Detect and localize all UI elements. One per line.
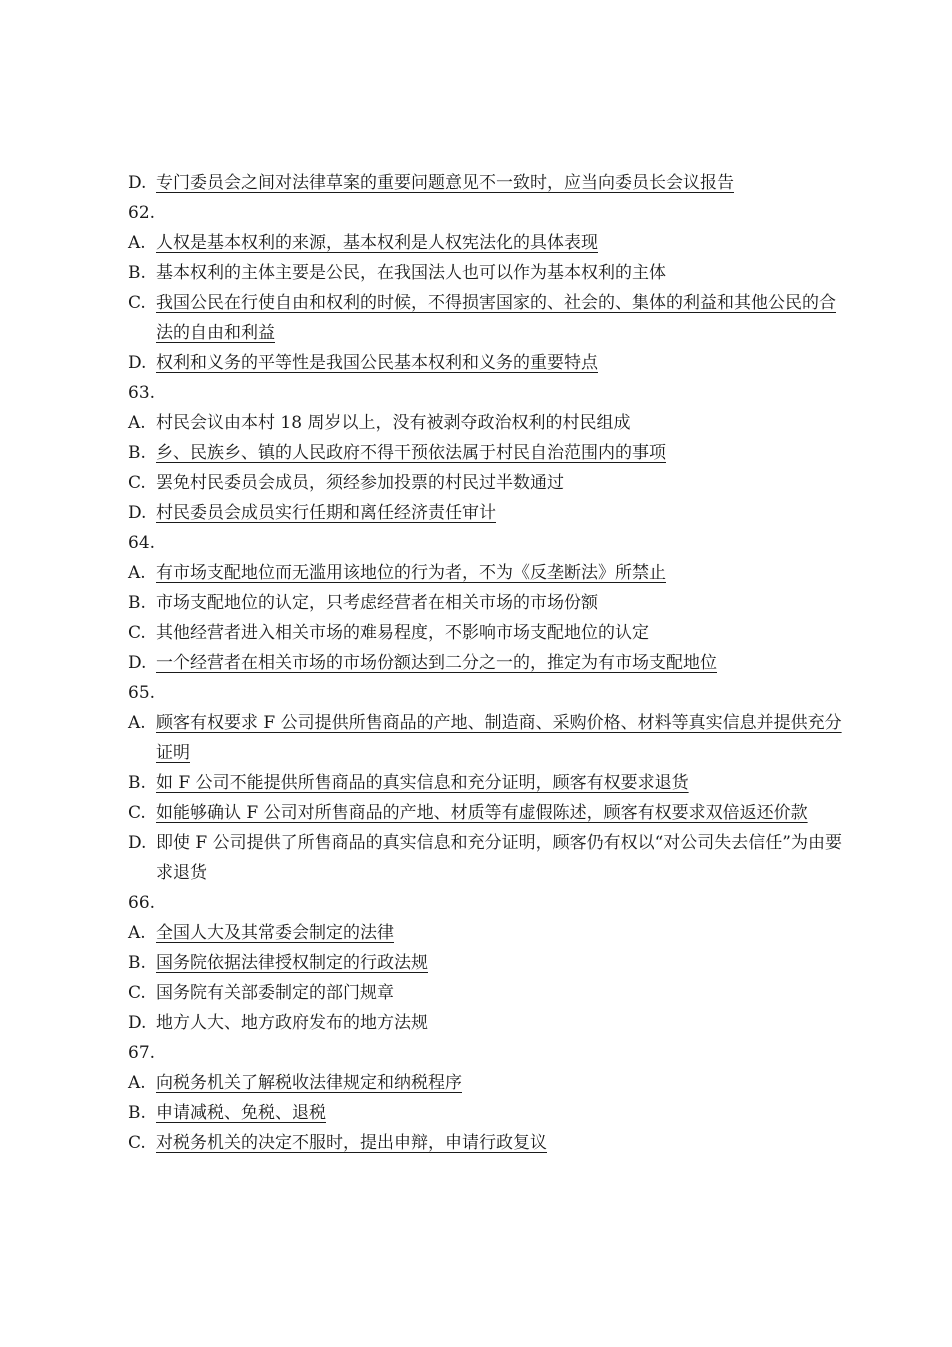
document-content <box>128 168 844 1158</box>
option-text-underlined: 村民委员会成员实行任期和离任经济责任审计 <box>156 503 496 523</box>
option-letter: A. <box>128 923 146 943</box>
option-text-underlined: 我国公民在行使自由和权利的时候，不得损害国家的、社会的、集体的利益和其他公民的合法的自由和利益 <box>156 293 836 343</box>
question-number: 63. <box>128 383 156 403</box>
option-text: 其他经营者进入相关市场的难易程度，不影响市场支配地位的认定 <box>156 623 649 643</box>
option-letter: C. <box>128 803 146 823</box>
option-letter: B. <box>128 773 146 793</box>
answer-option <box>128 1008 844 1038</box>
option-text-underlined: 乡、民族乡、镇的人民政府不得干预依法属于村民自治范围内的事项 <box>156 443 666 463</box>
answer-option <box>128 408 844 438</box>
option-text-underlined: 权利和义务的平等性是我国公民基本权利和义务的重要特点 <box>156 353 598 373</box>
option-text: 村民会议由本村 18 周岁以上，没有被剥夺政治权利的村民组成 <box>156 413 631 433</box>
option-letter: D. <box>128 653 147 673</box>
option-text-underlined: 国务院依据法律授权制定的行政法规 <box>156 953 428 973</box>
answer-option <box>128 978 844 1008</box>
answer-option <box>128 1068 844 1098</box>
option-text-underlined: 人权是基本权利的来源，基本权利是人权宪法化的具体表现 <box>156 233 598 253</box>
answer-option <box>128 498 844 528</box>
option-letter: D. <box>128 833 147 853</box>
option-letter: A. <box>128 233 146 253</box>
option-text: 基本权利的主体主要是公民，在我国法人也可以作为基本权利的主体 <box>156 263 666 283</box>
answer-option <box>128 1128 844 1158</box>
question-number: 65. <box>128 683 156 703</box>
answer-option <box>128 828 844 888</box>
answer-option <box>128 1098 844 1128</box>
option-text: 地方人大、地方政府发布的地方法规 <box>156 1013 428 1033</box>
option-letter: B. <box>128 443 146 463</box>
option-text-underlined: 如能够确认 F 公司对所售商品的产地、材质等有虚假陈述，顾客有权要求双倍返还价款 <box>156 803 808 823</box>
option-text-underlined: 有市场支配地位而无滥用该地位的行为者，不为《反垄断法》所禁止 <box>156 563 666 583</box>
option-text-underlined: 如 F 公司不能提供所售商品的真实信息和充分证明，顾客有权要求退货 <box>156 773 689 793</box>
option-text: 即使 F 公司提供了所售商品的真实信息和充分证明，顾客仍有权以“对公司失去信任”为由要求退货 <box>156 833 842 883</box>
option-letter: D. <box>128 353 147 373</box>
option-letter: B. <box>128 953 146 973</box>
option-text-underlined: 一个经营者在相关市场的市场份额达到二分之一的，推定为有市场支配地位 <box>156 653 717 673</box>
option-letter: C. <box>128 293 146 313</box>
option-text: 罢免村民委员会成员，须经参加投票的村民过半数通过 <box>156 473 564 493</box>
answer-option <box>128 708 844 768</box>
option-letter: D. <box>128 503 147 523</box>
option-letter: D. <box>128 1013 147 1033</box>
answer-option <box>128 948 844 978</box>
answer-option <box>128 618 844 648</box>
answer-option <box>128 468 844 498</box>
option-letter: B. <box>128 263 146 283</box>
option-letter: A. <box>128 713 146 733</box>
question-number: 62. <box>128 203 156 223</box>
option-letter: B. <box>128 1103 146 1123</box>
answer-option <box>128 258 844 288</box>
answer-option <box>128 798 844 828</box>
answer-option <box>128 168 844 198</box>
option-text-underlined: 申请减税、免税、退税 <box>156 1103 326 1123</box>
answer-option <box>128 348 844 378</box>
option-letter: D. <box>128 173 147 193</box>
answer-option <box>128 228 844 258</box>
option-letter: C. <box>128 1133 146 1153</box>
option-letter: A. <box>128 1073 146 1093</box>
option-letter: C. <box>128 623 146 643</box>
option-text-underlined: 专门委员会之间对法律草案的重要问题意见不一致时，应当向委员长会议报告 <box>156 173 734 193</box>
option-letter: C. <box>128 473 146 493</box>
option-text-underlined: 顾客有权要求 F 公司提供所售商品的产地、制造商、采购价格、材料等真实信息并提供充分证明 <box>156 713 842 763</box>
answer-option <box>128 558 844 588</box>
answer-option <box>128 438 844 468</box>
option-text-underlined: 对税务机关的决定不服时，提出申辩，申请行政复议 <box>156 1133 547 1153</box>
option-text: 国务院有关部委制定的部门规章 <box>156 983 394 1003</box>
question-number: 66. <box>128 893 156 913</box>
answer-option <box>128 288 844 348</box>
answer-option <box>128 648 844 678</box>
option-letter: A. <box>128 563 146 583</box>
option-text-underlined: 向税务机关了解税收法律规定和纳税程序 <box>156 1073 462 1093</box>
option-letter: C. <box>128 983 146 1003</box>
answer-option <box>128 918 844 948</box>
question-number: 67. <box>128 1043 156 1063</box>
option-letter: A. <box>128 413 146 433</box>
answer-option <box>128 588 844 618</box>
option-text-underlined: 全国人大及其常委会制定的法律 <box>156 923 394 943</box>
option-text: 市场支配地位的认定，只考虑经营者在相关市场的市场份额 <box>156 593 598 613</box>
question-number: 64. <box>128 533 156 553</box>
answer-option <box>128 768 844 798</box>
option-letter: B. <box>128 593 146 613</box>
